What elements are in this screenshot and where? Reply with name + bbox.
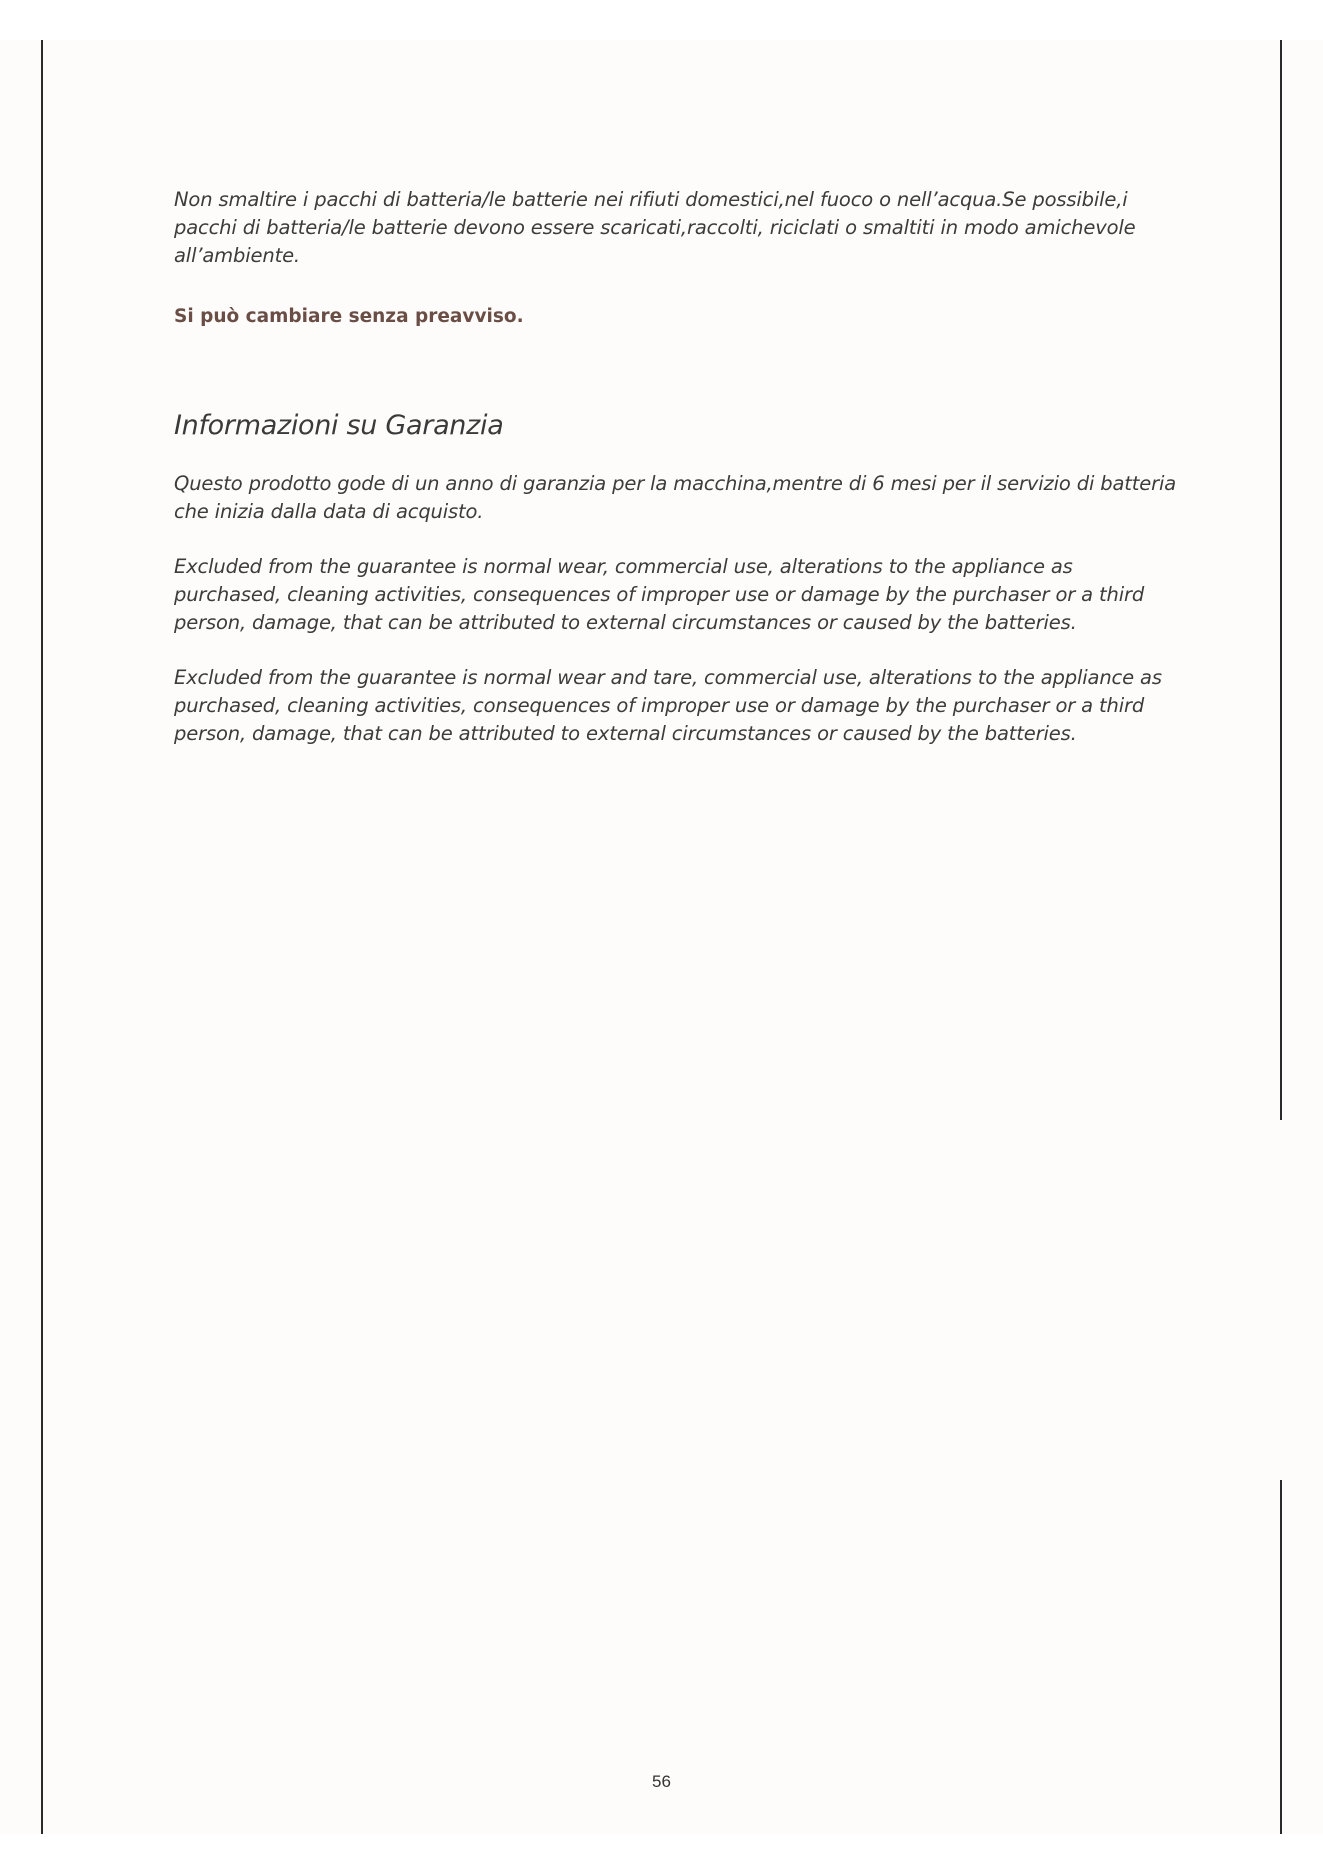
exclusion-paragraph-2: Excluded from the guarantee is normal wear and tare, commercial use, alterations to the appliance as purchased, cleaning activities, consequences of improper use or damage by the purchaser or a third person, damage, that can be attributed to external circumstances or caused by the batteries. [174, 666, 1162, 745]
battery-disposal-paragraph: Non smaltire i pacchi di batteria/le batterie nei rifiuti domestici,nel fuoco o nell’acqua.Se possibile,i pacchi di batteria/le batterie devono essere scaricati,raccolti, riciclati o smaltiti in modo amichevole all’ambiente. [174, 188, 1136, 267]
page-right-edge [1280, 40, 1282, 1840]
change-notice: Si può cambiare senza preavviso. [174, 306, 524, 327]
page-left-edge [41, 40, 43, 1842]
page-content [174, 186, 1184, 748]
page-right-edge-gap [1280, 1120, 1282, 1480]
scan-bottom-margin [0, 1834, 1323, 1872]
exclusion-paragraph-1: Excluded from the guarantee is normal wear, commercial use, alterations to the appliance as purchased, cleaning activities, consequences of improper use or damage by the purchaser or a third person, damage, that can be attributed to external circumstances or caused by the batteries. [174, 555, 1145, 634]
warranty-heading: Informazioni su Garanzia [174, 410, 504, 441]
page-number: 56 [652, 1772, 671, 1791]
scan-top-margin [0, 0, 1323, 40]
warranty-paragraph: Questo prodotto gode di un anno di garanzia per la macchina,mentre di 6 mesi per il servizio di batteria che inizia dalla data di acquisto. [174, 472, 1177, 523]
